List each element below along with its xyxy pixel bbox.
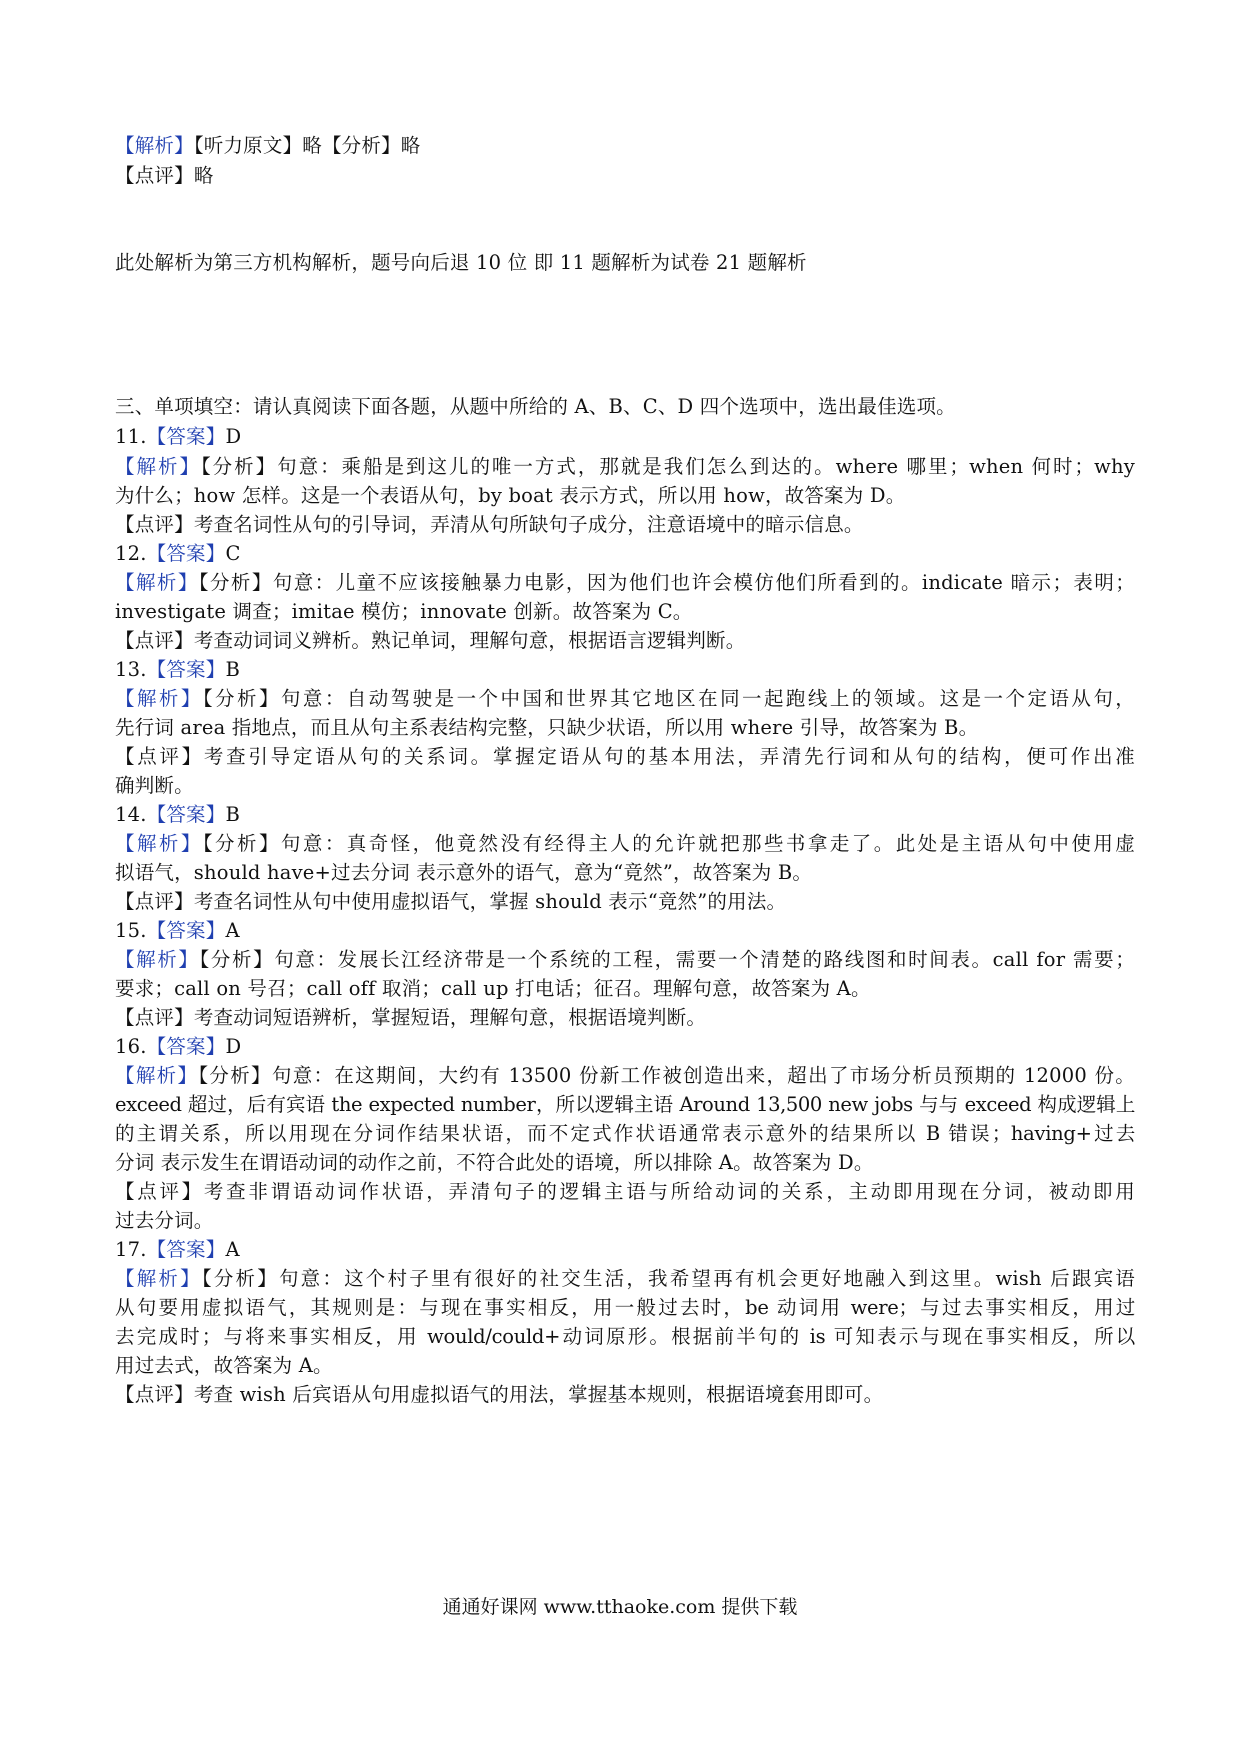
analysis-text: 【分析】句意：儿童不应该接触暴力电影，因为他们也许会模仿他们所看到的。indicate 暗示；表明； [198,571,1135,594]
q14-comment-line [115,886,1135,918]
analysis-text: 【分析】句意：这个村子里有很好的社交生活，我希望再有机会更好地融入到这里。wish 后跟宾语 [201,1267,1135,1290]
analysis-tag: 【解析】 [115,832,203,855]
q11-analysis-line-2: 为什么；how 怎样。这是一个表语从句，by boat 表示方式，所以用 how，故答案为 D。 [115,484,906,507]
q13-comment-line-1 [115,741,1135,773]
q16-analysis-line-2: exceed 超过，后有宾语 the expected number，所以逻辑主语 Around 13,500 new jobs 与与 exceed 构成逻辑上 [115,1093,1135,1116]
q16-answer-line [115,1031,1135,1063]
analysis-text: 【分析】句意：乘船是到这儿的唯一方式，那就是我们怎么到达的。where 哪里；when 何时；why [200,455,1135,478]
answer-value: A [225,919,240,942]
analysis-tag: 【解析】 [115,687,203,710]
answer-value: D [225,1035,242,1058]
comment-text: 考查动词短语辨析，掌握短语，理解句意，根据语境判断。 [193,1006,707,1029]
analysis-text: 【分析】句意：发展长江经济带是一个系统的工程，需要一个清楚的路线图和时间表。call for 需要； [199,948,1135,971]
section-title: 三、单项填空：请认真阅读下面各题，从题中所给的 A、B、C、D 四个选项中，选出最佳选项。 [115,395,956,418]
comment-text: 考查 wish 后宾语从句用虚拟语气的用法，掌握基本规则，根据语境套用即可。 [193,1383,884,1406]
comment-text: 考查非谓语动词作状语，弄清句子的逻辑主语与所给动词的关系，主动即用现在分词，被动即用 [203,1180,1135,1203]
q11-answer-line [115,421,1135,453]
q15-comment-line [115,1002,1135,1034]
q12-comment-line [115,625,1135,657]
q17-comment-line [115,1379,1135,1411]
comment-tag: 【点评】 [115,890,194,913]
analysis-tag: 【解析】 [115,134,194,157]
answer-tag: 【答案】 [146,1035,226,1058]
answer-value: B [225,658,240,681]
q12-analysis-line-2: investigate 调查；imitae 模仿；innovate 创新。故答案为 C。 [115,600,693,623]
question-number: 13. [115,658,147,681]
answer-value: D [225,425,242,448]
comment-tag: 【点评】 [115,629,194,652]
q13-answer-line [115,654,1135,686]
q17-analysis-line-4: 用过去式，故答案为 A。 [115,1354,333,1377]
comment-text: 考查名词性从句中使用虚拟语气，掌握 should 表示“竟然”的用法。 [193,890,787,913]
analysis-tag: 【解析】 [115,571,199,594]
q15-analysis-line-1 [115,944,1135,976]
q12-analysis-line-1 [115,567,1135,599]
comment-tag: 【点评】 [115,1006,194,1029]
q14-analysis-line-1 [115,828,1135,860]
q11-comment-line [115,509,1135,541]
q14-analysis-line-2: 拟语气，should have+过去分词 表示意外的语气，意为“竟然”，故答案为 B。 [115,861,813,884]
comment-tag: 【点评】 [115,164,194,187]
q16-analysis-line-1 [115,1060,1135,1092]
analysis-text: 【听力原文】略【分析】略 [193,134,421,157]
q17-analysis-line-1 [115,1263,1135,1295]
question-number: 11. [115,425,147,448]
analysis-text: 【分析】句意：在这期间，大约有 13500 份新工作被创造出来，超出了市场分析员预期的 12000 份。 [198,1064,1135,1087]
comment-tag: 【点评】 [115,1383,194,1406]
comment-text: 考查引导定语从句的关系词。掌握定语从句的基本用法，弄清先行词和从句的结构，便可作出准 [203,745,1135,768]
answer-tag: 【答案】 [146,1238,226,1261]
q16-analysis-line-3: 的主谓关系，所以用现在分词作结果状语，而不定式作状语通常表示意外的结果所以 B 错误；having+过去 [115,1122,1135,1145]
q11-analysis-line-1 [115,451,1135,483]
comment-tag: 【点评】 [115,1180,204,1203]
analysis-tag: 【解析】 [115,948,200,971]
q16-comment-line-1 [115,1176,1135,1208]
analysis-text: 【分析】句意：自动驾驶是一个中国和世界其它地区在同一起跑线上的领域。这是一个定语从句， [202,687,1135,710]
analysis-tag: 【解析】 [115,1267,202,1290]
page-footer: 通通好课网 www.tthaoke.com 提供下载 [442,1596,798,1618]
answer-tag: 【答案】 [146,425,226,448]
answer-tag: 【答案】 [146,658,226,681]
q14-answer-line [115,799,1135,831]
q17-analysis-line-2: 从句要用虚拟语气，其规则是：与现在事实相反，用一般过去时，be 动词用 were；与过去事实相反，用过 [115,1296,1135,1319]
analysis-text: 【分析】句意：真奇怪，他竟然没有经得主人的允许就把那些书拿走了。此处是主语从句中使用虚 [202,832,1135,855]
comment-text: 考查动词词义辨析。熟记单词，理解句意，根据语言逻辑判断。 [193,629,746,652]
top-analysis-line [115,130,1135,162]
q13-comment-line-2: 确判断。 [115,774,194,797]
q12-answer-line [115,538,1135,570]
question-number: 17. [115,1238,147,1261]
comment-tag: 【点评】 [115,745,204,768]
question-number: 15. [115,919,147,942]
answer-value: A [225,1238,240,1261]
question-number: 14. [115,803,147,826]
q16-comment-line-2: 过去分词。 [115,1209,214,1232]
analysis-tag: 【解析】 [115,1064,199,1087]
top-comment-line [115,160,1135,192]
question-number: 12. [115,542,147,565]
answer-value: B [225,803,240,826]
comment-text: 考查名词性从句的引导词，弄清从句所缺句子成分，注意语境中的暗示信息。 [193,513,864,536]
q15-analysis-line-2: 要求；call on 号召；call off 取消；call up 打电话；征召。理解句意，故答案为 A。 [115,977,871,1000]
q17-answer-line [115,1234,1135,1266]
answer-value: C [225,542,241,565]
comment-tag: 【点评】 [115,513,194,536]
q17-analysis-line-3: 去完成时；与将来事实相反，用 would/could+动词原形。根据前半句的 is 可知表示与现在事实相反，所以 [115,1325,1135,1348]
q13-analysis-line-2: 先行词 area 指地点，而且从句主系表结构完整，只缺少状语，所以用 where 引导，故答案为 B。 [115,716,979,739]
q13-analysis-line-1 [115,683,1135,715]
answer-tag: 【答案】 [146,919,226,942]
answer-tag: 【答案】 [146,803,226,826]
analysis-tag: 【解析】 [115,455,201,478]
third-party-note: 此处解析为第三方机构解析，题号向后退 10 位 即 11 题解析为试卷 21 题解析 [115,251,807,274]
comment-text: 略 [193,164,214,187]
question-number: 16. [115,1035,147,1058]
q16-analysis-line-4: 分词 表示发生在谓语动词的动作之前，不符合此处的语境，所以排除 A。故答案为 D。 [115,1151,874,1174]
answer-tag: 【答案】 [146,542,226,565]
q15-answer-line [115,915,1135,947]
